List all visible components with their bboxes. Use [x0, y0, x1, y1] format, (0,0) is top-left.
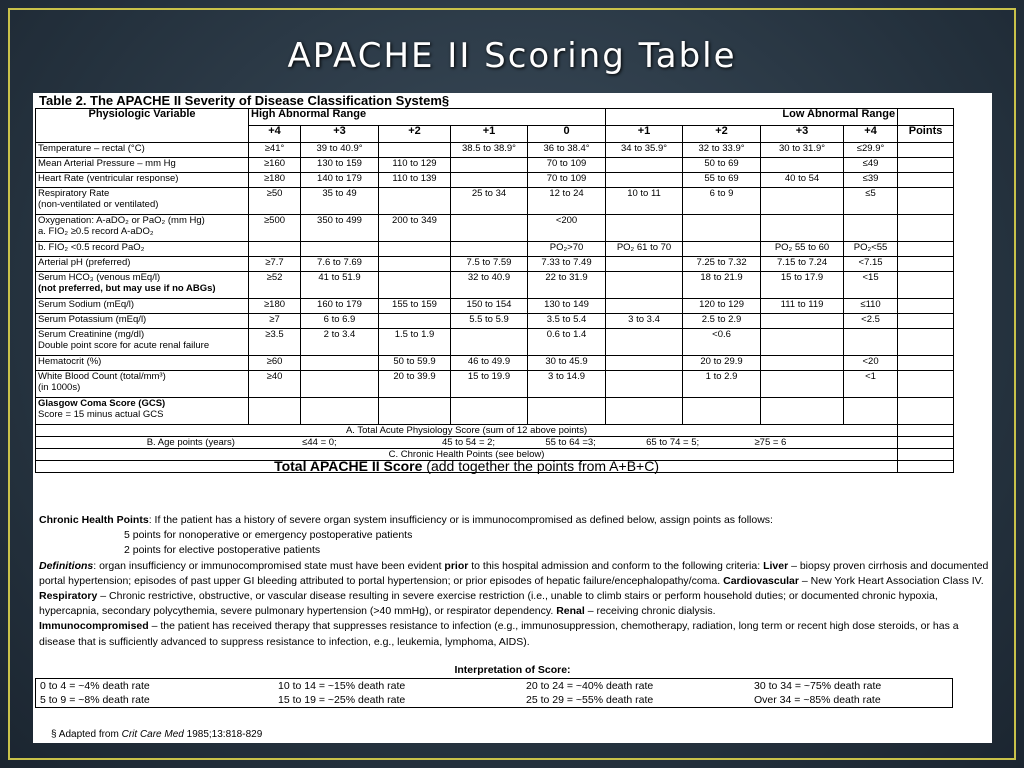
variable-name: Serum HCO₃ (venous mEq/l): [38, 272, 161, 283]
table-row: [36, 257, 954, 272]
score-cell: 40 to 54: [761, 173, 844, 188]
score-cell: [844, 398, 898, 425]
variable-name: Oxygenation: A-aDO₂ or PaO₂ (mm Hg): [38, 215, 205, 226]
table-row: [36, 329, 954, 356]
table-row: [36, 371, 954, 398]
chronic-health-line: [39, 513, 989, 528]
score-cell: 350 to 499: [301, 215, 379, 242]
score-cell: 2.5 to 2.9: [683, 314, 761, 329]
variable-name: White Blood Count (total/mm³): [38, 371, 166, 382]
variable-name: b. FIO₂ <0.5 record PaO₂: [38, 242, 145, 253]
score-cell: 38.5 to 38.9°: [451, 143, 528, 158]
score-cell: 39 to 40.9°: [301, 143, 379, 158]
score-cell: [451, 398, 528, 425]
def-resp: Respiratory: [39, 590, 98, 603]
score-cell: 150 to 154: [451, 299, 528, 314]
header-high-range: High Abnormal Range: [249, 109, 606, 126]
header-low-range: Low Abnormal Range: [606, 109, 898, 126]
score-cell: ≤39: [844, 173, 898, 188]
interp-cell: 30 to 34 = ~75% death rate: [754, 680, 882, 692]
slide-title: APACHE II Scoring Table: [287, 36, 737, 76]
score-cell: ≥52: [249, 272, 301, 299]
table-row: [36, 143, 954, 158]
score-cell: ≤5: [844, 188, 898, 215]
score-cell: PO₂<55: [844, 242, 898, 257]
score-cell: 30 to 45.9: [528, 356, 606, 371]
chronic-line-1: 5 points for nonoperative or emergency postoperative patients: [124, 529, 413, 542]
table-row: [36, 188, 954, 215]
score-cell: [606, 272, 683, 299]
score-cell: 120 to 129: [683, 299, 761, 314]
footnote-pre: § Adapted from: [51, 729, 122, 740]
footnote-post: 1985;13:818-829: [183, 729, 263, 740]
def-liver: Liver: [763, 559, 789, 572]
score-cell: 0.6 to 1.4: [528, 329, 606, 356]
def-text: – receiving chronic dialysis.: [584, 605, 716, 618]
score-cell: 110 to 139: [379, 173, 451, 188]
score-cell: [606, 371, 683, 398]
footnote-journal: Crit Care Med: [121, 729, 184, 740]
score-cell: <1: [844, 371, 898, 398]
variable-subtitle: (non-ventilated or ventilated): [38, 199, 159, 210]
sum-row-a: A. Total Acute Physiology Score (sum of 12 above points): [36, 425, 898, 437]
score-cell: [528, 398, 606, 425]
score-cell: <15: [844, 272, 898, 299]
variable-name: Arterial pH (preferred): [38, 257, 131, 268]
score-cell: 10 to 11: [606, 188, 683, 215]
col-header: +2: [683, 126, 761, 143]
score-cell: ≥7: [249, 314, 301, 329]
score-cell: ≤49: [844, 158, 898, 173]
def-cardio: Cardiovascular: [723, 574, 799, 587]
interpretation-table: [35, 678, 953, 708]
def-text: – the patient has received therapy that suppresses resistance to infection (e.g., immunosuppression, chemotherapy, radiation, long term or recent high dose steroids, or has a disease that is sufficiently advanced to suppress resistance to infection, e.g., leukemia, lymphoma, AIDS).: [39, 620, 959, 648]
variable-subtitle: (in 1000s): [38, 382, 81, 393]
score-cell: 140 to 179: [301, 173, 379, 188]
points-cell: [898, 329, 954, 356]
interp-cell: 20 to 24 = ~40% death rate: [526, 680, 654, 692]
variable-label: [36, 257, 249, 272]
variable-label: [36, 329, 249, 356]
points-cell: [898, 257, 954, 272]
points-cell: [898, 437, 954, 449]
interp-cell: 25 to 29 = ~55% death rate: [526, 694, 654, 706]
points-cell: [898, 299, 954, 314]
col-header: 0: [528, 126, 606, 143]
score-cell: 3.5 to 5.4: [528, 314, 606, 329]
footnote: [51, 729, 262, 740]
score-cell: <20: [844, 356, 898, 371]
score-cell: [379, 242, 451, 257]
score-cell: ≥7.7: [249, 257, 301, 272]
score-cell: 34 to 35.9°: [606, 143, 683, 158]
score-cell: [301, 398, 379, 425]
score-cell: [301, 242, 379, 257]
score-cell: ≥3.5: [249, 329, 301, 356]
interp-cell: 5 to 9 = ~8% death rate: [40, 694, 150, 706]
score-cell: [301, 371, 379, 398]
score-cell: 155 to 159: [379, 299, 451, 314]
score-cell: 35 to 49: [301, 188, 379, 215]
score-cell: <0.6: [683, 329, 761, 356]
variable-label: [36, 398, 249, 425]
score-cell: ≥41°: [249, 143, 301, 158]
score-cell: [844, 329, 898, 356]
age-label: B. Age points (years): [146, 437, 235, 448]
table-row: [36, 299, 954, 314]
score-cell: 22 to 31.9: [528, 272, 606, 299]
points-cell: [898, 173, 954, 188]
table-row: [36, 215, 954, 242]
chronic-text: : If the patient has a history of severe organ system insufficiency or is immunocompromised as defined below, assign points as follows:: [148, 514, 773, 526]
score-cell: 5.5 to 5.9: [451, 314, 528, 329]
score-cell: PO₂ 55 to 60: [761, 242, 844, 257]
table-row: [36, 356, 954, 371]
table-row: [36, 158, 954, 173]
score-cell: [249, 398, 301, 425]
def-text: – Chronic restrictive, obstructive, or vascular disease resulting in severe exercise restriction (i.e., unable to climb stairs or perform household duties; or documented chronic hypoxia, hypercapnia, secondary polycythemia, severe pulmonary hypertension (>40 mmHg), or respirator dependency.: [39, 590, 938, 618]
score-cell: 12 to 24: [528, 188, 606, 215]
age-75: ≥75 = 6: [754, 437, 787, 448]
score-cell: [606, 398, 683, 425]
points-cell: [898, 449, 954, 461]
points-cell: [898, 371, 954, 398]
score-cell: 1 to 2.9: [683, 371, 761, 398]
score-cell: [606, 173, 683, 188]
score-cell: [451, 158, 528, 173]
total-row: [36, 458, 898, 474]
variable-label: [36, 314, 249, 329]
score-cell: 6 to 9: [683, 188, 761, 215]
score-cell: [606, 257, 683, 272]
score-cell: 32 to 33.9°: [683, 143, 761, 158]
score-cell: ≥60: [249, 356, 301, 371]
score-cell: 3 to 3.4: [606, 314, 683, 329]
interp-cell: 10 to 14 = ~15% death rate: [278, 680, 406, 692]
score-cell: 130 to 159: [301, 158, 379, 173]
score-cell: 36 to 38.4°: [528, 143, 606, 158]
score-cell: ≥180: [249, 173, 301, 188]
age-45-54: 45 to 54 = 2;: [441, 437, 496, 448]
age-65-74: 65 to 74 = 5;: [646, 437, 700, 448]
score-cell: [761, 371, 844, 398]
def-text: – New York Heart Association Class IV.: [798, 574, 984, 587]
table-row: [36, 314, 954, 329]
score-cell: 3 to 14.9: [528, 371, 606, 398]
score-cell: 50 to 59.9: [379, 356, 451, 371]
score-cell: ≥40: [249, 371, 301, 398]
points-cell: [898, 356, 954, 371]
sum-row-c: C. Chronic Health Points (see below): [36, 449, 898, 461]
score-cell: [606, 329, 683, 356]
score-cell: [379, 314, 451, 329]
col-header: +1: [451, 126, 528, 143]
score-cell: 25 to 34: [451, 188, 528, 215]
score-cell: [301, 356, 379, 371]
definitions-label: Definitions: [39, 559, 94, 572]
score-cell: 41 to 51.9: [301, 272, 379, 299]
col-header: +4: [844, 126, 898, 143]
score-cell: [379, 272, 451, 299]
table-row: [36, 398, 954, 425]
variable-label: [36, 173, 249, 188]
variable-label: [36, 158, 249, 173]
variable-name: Serum Sodium (mEq/l): [38, 299, 135, 310]
variable-subtitle: a. FIO₂ ≥0.5 record A-aDO₂: [38, 226, 154, 237]
score-cell: 111 to 119: [761, 299, 844, 314]
score-cell: 7.15 to 7.24: [761, 257, 844, 272]
def-prior: prior: [444, 559, 469, 572]
score-cell: [683, 242, 761, 257]
score-cell: [451, 242, 528, 257]
header-physiologic-variable: Physiologic Variable: [36, 109, 249, 143]
col-header: +1: [606, 126, 683, 143]
table-row: [36, 173, 954, 188]
points-cell: [898, 461, 954, 473]
chronic-label: Chronic Health Points: [39, 514, 149, 526]
score-cell: 200 to 349: [379, 215, 451, 242]
variable-name: Temperature – rectal (°C): [38, 143, 145, 154]
score-cell: 70 to 109: [528, 173, 606, 188]
age-44: ≤44 = 0;: [302, 437, 337, 448]
variable-label: [36, 143, 249, 158]
col-header: +3: [301, 126, 379, 143]
points-cell: [898, 143, 954, 158]
score-cell: [683, 215, 761, 242]
score-cell: 30 to 31.9°: [761, 143, 844, 158]
score-cell: 110 to 129: [379, 158, 451, 173]
definitions-paragraph: [39, 559, 989, 650]
score-cell: ≤110: [844, 299, 898, 314]
interp-cell: 0 to 4 = ~4% death rate: [40, 680, 150, 692]
points-cell: [898, 272, 954, 299]
score-cell: [451, 215, 528, 242]
score-cell: ≤29.9°: [844, 143, 898, 158]
score-cell: [451, 329, 528, 356]
col-header: +3: [761, 126, 844, 143]
variable-name: Heart Rate (ventricular response): [38, 173, 179, 184]
score-cell: [379, 257, 451, 272]
points-cell: [898, 314, 954, 329]
variable-name: Glasgow Coma Score (GCS): [38, 398, 166, 409]
score-cell: [761, 314, 844, 329]
score-cell: 7.6 to 7.69: [301, 257, 379, 272]
score-cell: [761, 356, 844, 371]
col-header: +4: [249, 126, 301, 143]
chronic-line-2: 2 points for elective postoperative patients: [124, 544, 321, 557]
score-cell: <2.5: [844, 314, 898, 329]
variable-subtitle: (not preferred, but may use if no ABGs): [38, 283, 216, 294]
score-cell: [683, 398, 761, 425]
def-immuno: Immunocompromised: [39, 620, 149, 633]
total-desc: (add together the points from A+B+C): [422, 458, 659, 474]
age-55-64: 55 to 64 =3;: [545, 437, 596, 448]
variable-label: [36, 272, 249, 299]
variable-label: [36, 188, 249, 215]
score-cell: <7.15: [844, 257, 898, 272]
total-label: Total APACHE II Score: [274, 458, 423, 474]
table-row: [36, 272, 954, 299]
table-row: [36, 242, 954, 257]
score-cell: 20 to 29.9: [683, 356, 761, 371]
score-cell: [379, 143, 451, 158]
variable-name: Mean Arterial Pressure – mm Hg: [38, 158, 176, 169]
variable-name: Hematocrit (%): [38, 356, 102, 367]
score-cell: [761, 329, 844, 356]
def-text: : organ insufficiency or immunocompromised state must have been evident: [93, 559, 445, 572]
points-cell: [898, 398, 954, 425]
score-cell: ≥500: [249, 215, 301, 242]
score-cell: <200: [528, 215, 606, 242]
points-cell: [898, 242, 954, 257]
def-text: to this hospital admission and conform to the following criteria:: [468, 559, 764, 572]
score-cell: [379, 398, 451, 425]
header-points: Points: [898, 126, 954, 143]
score-cell: 20 to 39.9: [379, 371, 451, 398]
variable-subtitle: Double point score for acute renal failure: [38, 340, 210, 351]
score-cell: [761, 158, 844, 173]
document-image: [33, 93, 992, 743]
apache-table: [35, 108, 954, 473]
variable-label: [36, 299, 249, 314]
score-cell: ≥50: [249, 188, 301, 215]
points-cell: [898, 188, 954, 215]
score-cell: 18 to 21.9: [683, 272, 761, 299]
score-cell: 15 to 19.9: [451, 371, 528, 398]
score-cell: [249, 242, 301, 257]
variable-label: [36, 371, 249, 398]
score-cell: 2 to 3.4: [301, 329, 379, 356]
interp-cell: Over 34 = ~85% death rate: [754, 694, 881, 706]
variable-name: Serum Potassium (mEq/l): [38, 314, 147, 325]
score-cell: 70 to 109: [528, 158, 606, 173]
score-cell: 46 to 49.9: [451, 356, 528, 371]
header-blank: [898, 109, 954, 126]
score-cell: 1.5 to 1.9: [379, 329, 451, 356]
score-cell: 7.25 to 7.32: [683, 257, 761, 272]
score-cell: ≥160: [249, 158, 301, 173]
variable-label: [36, 215, 249, 242]
score-cell: 32 to 40.9: [451, 272, 528, 299]
score-cell: 6 to 6.9: [301, 314, 379, 329]
score-cell: [844, 215, 898, 242]
score-cell: 15 to 17.9: [761, 272, 844, 299]
variable-name: Respiratory Rate: [38, 188, 110, 199]
score-cell: ≥180: [249, 299, 301, 314]
def-text: – biopsy proven cirrhosis and documented portal hypertension; episodes of past upper GI bleeding attributed to portal hypertension; or prior episodes of hepatic failure/encephalopathy/coma.: [39, 559, 989, 587]
score-cell: 55 to 69: [683, 173, 761, 188]
variable-subtitle: Score = 15 minus actual GCS: [38, 409, 164, 420]
score-cell: [379, 188, 451, 215]
score-cell: [761, 188, 844, 215]
score-cell: PO₂>70: [528, 242, 606, 257]
score-cell: 7.5 to 7.59: [451, 257, 528, 272]
variable-label: [36, 356, 249, 371]
score-cell: 50 to 69: [683, 158, 761, 173]
interp-cell: 15 to 19 = ~25% death rate: [278, 694, 406, 706]
score-cell: [606, 299, 683, 314]
variable-label: [36, 242, 249, 257]
score-cell: [606, 158, 683, 173]
points-cell: [898, 158, 954, 173]
points-cell: [898, 425, 954, 437]
def-renal: Renal: [556, 605, 585, 618]
col-header: +2: [379, 126, 451, 143]
sum-row-b: [36, 437, 898, 449]
interpretation-title: Interpretation of Score:: [454, 664, 571, 676]
chronic-definitions-text: [39, 513, 989, 650]
score-cell: [761, 398, 844, 425]
table-title: Table 2. The APACHE II Severity of Disease Classification System§: [39, 93, 450, 108]
score-cell: [761, 215, 844, 242]
variable-name: Serum Creatinine (mg/dl): [38, 329, 145, 340]
score-cell: [451, 173, 528, 188]
points-cell: [898, 215, 954, 242]
score-cell: 160 to 179: [301, 299, 379, 314]
score-cell: 7.33 to 7.49: [528, 257, 606, 272]
score-cell: [606, 215, 683, 242]
score-cell: [606, 356, 683, 371]
score-cell: PO₂ 61 to 70: [606, 242, 683, 257]
score-cell: 130 to 149: [528, 299, 606, 314]
